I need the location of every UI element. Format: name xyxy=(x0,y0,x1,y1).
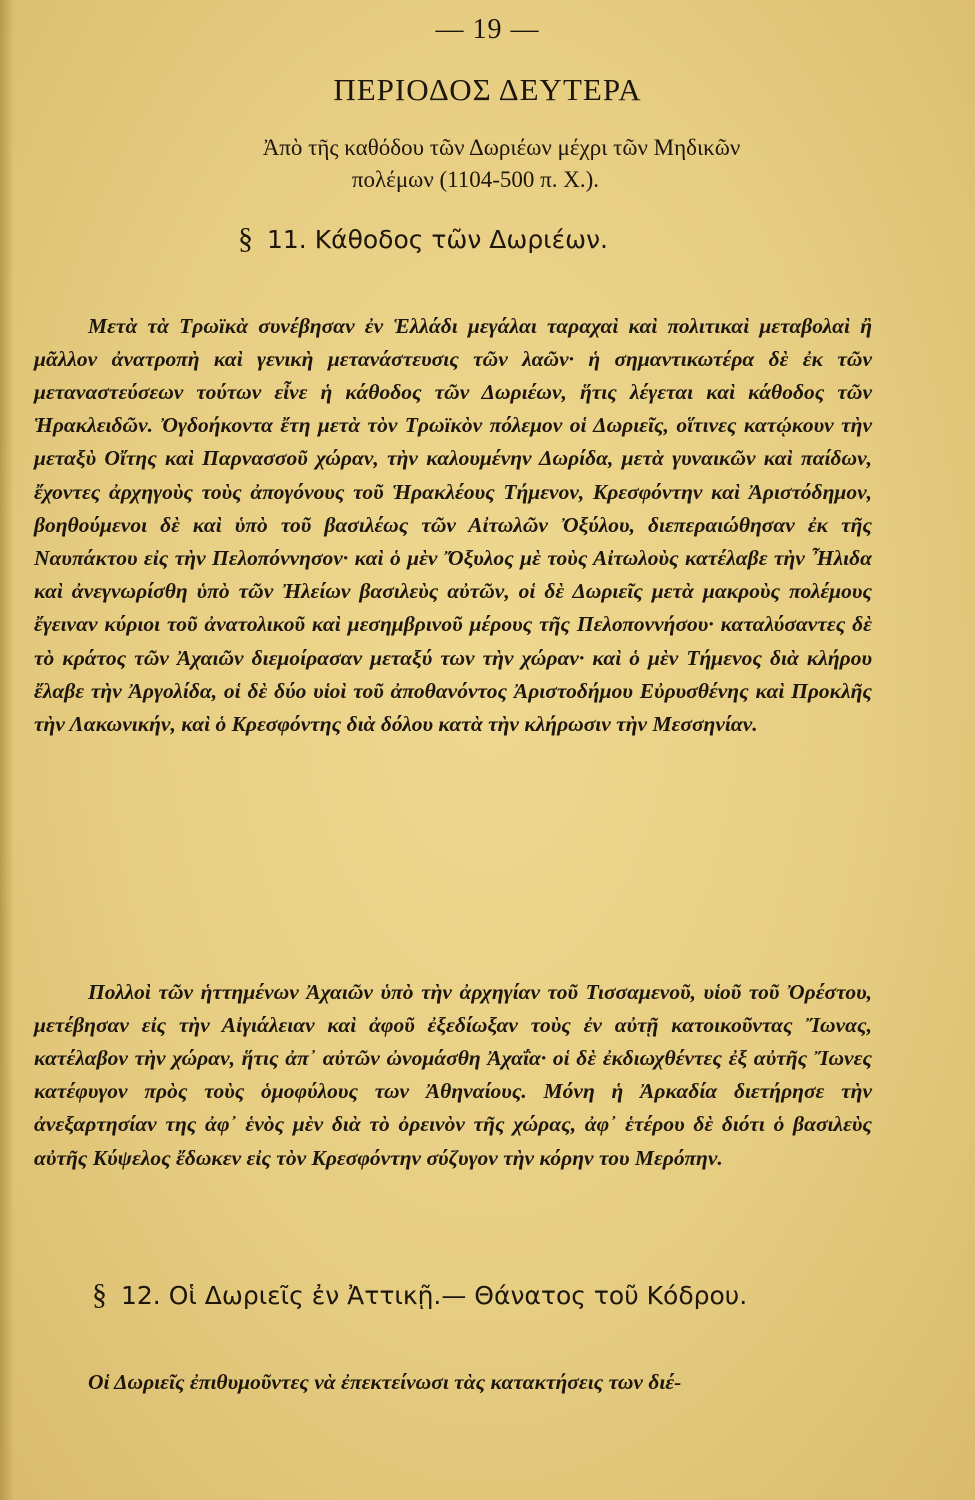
section-sign: § xyxy=(92,1278,107,1311)
page-edge-shadow xyxy=(0,0,14,1500)
section-11-heading xyxy=(238,222,608,256)
section-12-heading xyxy=(92,1278,747,1312)
chapter-subtitle-line-1: Ἀπὸ τῆς καθόδου τῶν Δωριέων μέχρι τῶν Μηδικῶν xyxy=(262,135,741,160)
paragraph-3: Οἱ Δωριεῖς ἐπιθυμοῦντες νὰ ἐπεκτείνωσι τὰς κατακτήσεις των διέ- xyxy=(88,1369,682,1394)
chapter-subtitle-line-2: πολέμων (1104-500 π. Χ.). xyxy=(351,167,600,192)
section-11-title: 11. Κάθοδος τῶν Δωριέων. xyxy=(267,225,609,254)
chapter-title: ΠΕΡΙΟΔΟΣ ΔΕΥΤΕΡΑ xyxy=(333,72,642,107)
section-sign: § xyxy=(238,222,253,255)
page-number: — 19 — xyxy=(435,14,540,45)
section-12-title: 12. Οἱ Δωριεῖς ἐν Ἀττικῇ.— Θάνατος τοῦ Κόδρου. xyxy=(121,1281,748,1310)
paragraph-2: Πολλοὶ τῶν ἡττημένων Ἀχαιῶν ὑπὸ τὴν ἀρχηγίαν τοῦ Τισσαμενοῦ, υἱοῦ τοῦ Ὀρέστου, μετέβησαν εἰς τὴν Αἰγιάλειαν καὶ ἀφοῦ ἐξεδίωξαν τοὺς ἐν αὐτῇ κατοικοῦντας Ἴωνας, κατέλαβον τὴν χώραν, ἥτις ἀπ᾿ αὐτῶν ὠνομάσθη Ἀχαΐα· οἱ δὲ ἐκδιωχθέντες ἐξ αὐτῆς Ἴωνες κατέφυγον πρὸς τοὺς ὁμοφύλους των Ἀθηναίους. Μόνη ἡ Ἀρκαδία διετήρησε τὴν ἀνεξαρτησίαν της ἀφ᾿ ἑνὸς μὲν διὰ τὸ ὀρεινὸν τῆς χώρας, ἀφ᾿ ἑτέρου δὲ διότι ὁ βασιλεὺς αὐτῆς Κύψελος ἔδωκεν εἰς τὸν Κρεσφόντην σύζυγον τὴν κόρην του Μερόπην. xyxy=(34,979,872,1170)
paragraph-1: Μετὰ τὰ Τρωϊκὰ συνέβησαν ἐν Ἑλλάδι μεγάλαι ταραχαὶ καὶ πολιτικαὶ μεταβολαὶ ἢ μᾶλλον ἀνατροπὴ καὶ γενικὴ μετανάστευσις τῶν λαῶν· ἡ σημαντικωτέρα δὲ ἐκ τῶν μεταναστεύσεων τούτων εἶνε ἡ κάθοδος τῶν Δωριέων, ἥτις λέγεται καὶ κάθοδος τῶν Ἡρακλειδῶν. Ὀγδοήκοντα ἔτη μετὰ τὸν Τρωϊκὸν πόλεμον οἱ Δωριεῖς, οἵτινες κατῴκουν τὴν μεταξὺ Οἴτης καὶ Παρνασσοῦ χώραν, τὴν καλουμένην Δωρίδα, μετὰ γυναικῶν καὶ παίδων, ἔχοντες ἀρχηγοὺς τοὺς ἀπογόνους τοῦ Ἡρακλέους Τήμενον, Κρεσφόντην καὶ Ἀριστόδημον, βοηθούμενοι δὲ καὶ ὑπὸ τοῦ βασιλέως τῶν Αἰτωλῶν Ὀξύλου, διεπεραιώθησαν ἐκ τῆς Ναυπάκτου εἰς τὴν Πελοπόννησον· καὶ ὁ μὲν Ὄξυλος μὲ τοὺς Αἰτωλοὺς κατέλαβε τὴν Ἦλιδα καὶ ἀνεγνωρίσθη ὑπὸ τῶν Ἠλείων βασιλεὺς αὐτῶν, οἱ δὲ Δωριεῖς μετὰ μακροὺς πολέμους ἔγειναν κύριοι τοῦ ἀνατολικοῦ καὶ μεσημβρινοῦ μέρους τῆς Πελοποννήσου· καταλύσαντες δὲ τὸ κράτος τῶν Ἀχαιῶν διεμοίρασαν μεταξύ των τὴν χώραν· καὶ ὁ μὲν Τήμενος διὰ κλήρου ἔλαβε τὴν Ἀργολίδα, οἱ δὲ δύο υἱοὶ τοῦ ἀποθανόντος Ἀριστοδήμου Εὐρυσθένης καὶ Προκλῆς τὴν Λακωνικήν, καὶ ὁ Κρεσφόντης διὰ δόλου κατὰ τὴν κλήρωσιν τὴν Μεσσηνίαν. xyxy=(34,313,872,736)
